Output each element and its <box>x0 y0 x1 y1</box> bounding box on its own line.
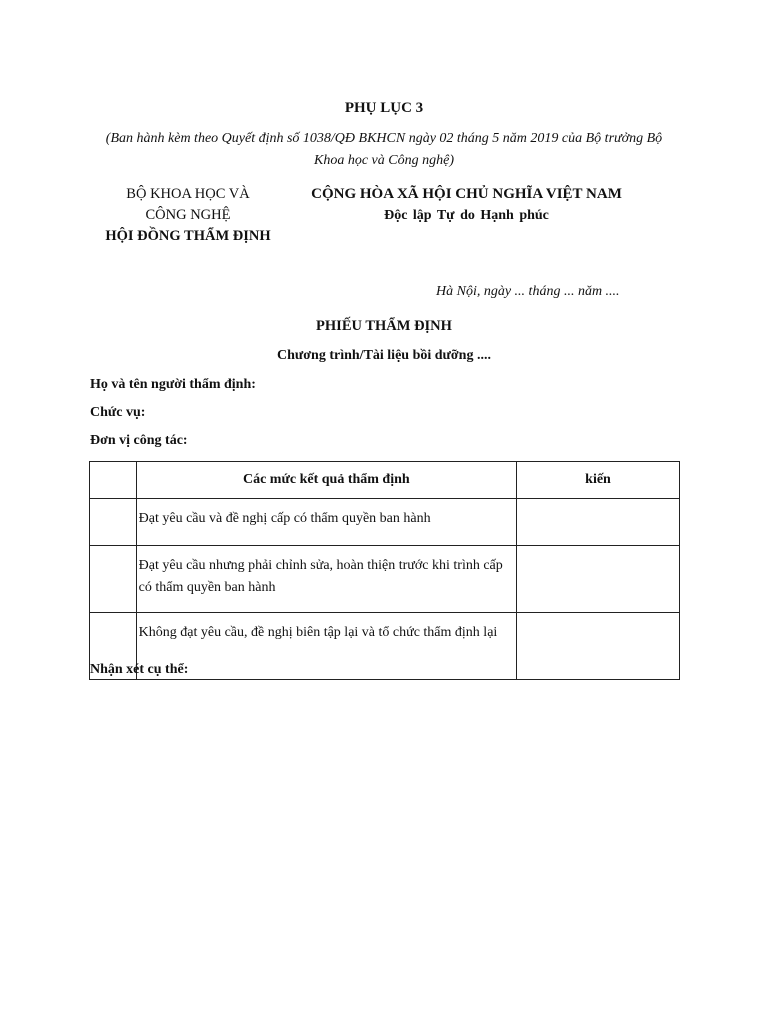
ministry-block <box>100 184 276 247</box>
work-unit-label: Đơn vị công tác: <box>90 433 188 448</box>
table-header-opinion: kiến <box>517 462 680 499</box>
table-row <box>90 499 680 546</box>
table-header-row <box>90 462 680 499</box>
council-name: HỘI ĐỒNG THẨM ĐỊNH <box>105 228 271 244</box>
table-cell-index <box>90 546 137 613</box>
table-cell-opinion <box>517 499 680 546</box>
table-cell-result: Đạt yêu cầu nhưng phải chỉnh sửa, hoàn thiện trước khi trình cấp có thẩm quyền ban hành <box>136 546 516 613</box>
ministry-name-line1: BỘ KHOA HỌC VÀ <box>126 186 250 202</box>
table-cell-result: Đạt yêu cầu và đề nghị cấp có thẩm quyền ban hành <box>136 499 516 546</box>
position-label: Chức vụ: <box>90 405 146 420</box>
specific-comments-label: Nhận xét cụ thể: <box>90 662 189 677</box>
table-row <box>90 546 680 613</box>
table-cell-opinion <box>517 613 680 680</box>
form-title: PHIẾU THẨM ĐỊNH <box>316 318 452 334</box>
ministry-name-line2: CÔNG NGHỆ <box>145 207 231 223</box>
table-cell-index <box>90 499 137 546</box>
table-header-index <box>90 462 137 499</box>
table-cell-result: Không đạt yêu cầu, đề nghị biên tập lại và tổ chức thẩm định lại <box>136 613 516 680</box>
decree-note: (Ban hành kèm theo Quyết định số 1038/QĐ BKHCN ngày 02 tháng 5 năm 2019 của Bộ trưởng Bộ Khoa học và Công nghệ) <box>105 131 663 168</box>
date-line: Hà Nội, ngày ... tháng ... năm .... <box>436 284 620 299</box>
evaluation-result-table <box>89 461 680 680</box>
form-subtitle: Chương trình/Tài liệu bồi dưỡng .... <box>277 348 491 363</box>
national-motto: Độc lập Tự do Hạnh phúc <box>384 208 549 223</box>
evaluator-name-label: Họ và tên người thẩm định: <box>90 377 256 392</box>
appendix-title: PHỤ LỤC 3 <box>344 100 424 116</box>
republic-block <box>300 184 633 226</box>
table-cell-opinion <box>517 546 680 613</box>
table-header-result-levels: Các mức kết quả thẩm định <box>136 462 516 499</box>
country-name: CỘNG HÒA XÃ HỘI CHỦ NGHĨA VIỆT NAM <box>311 186 622 202</box>
